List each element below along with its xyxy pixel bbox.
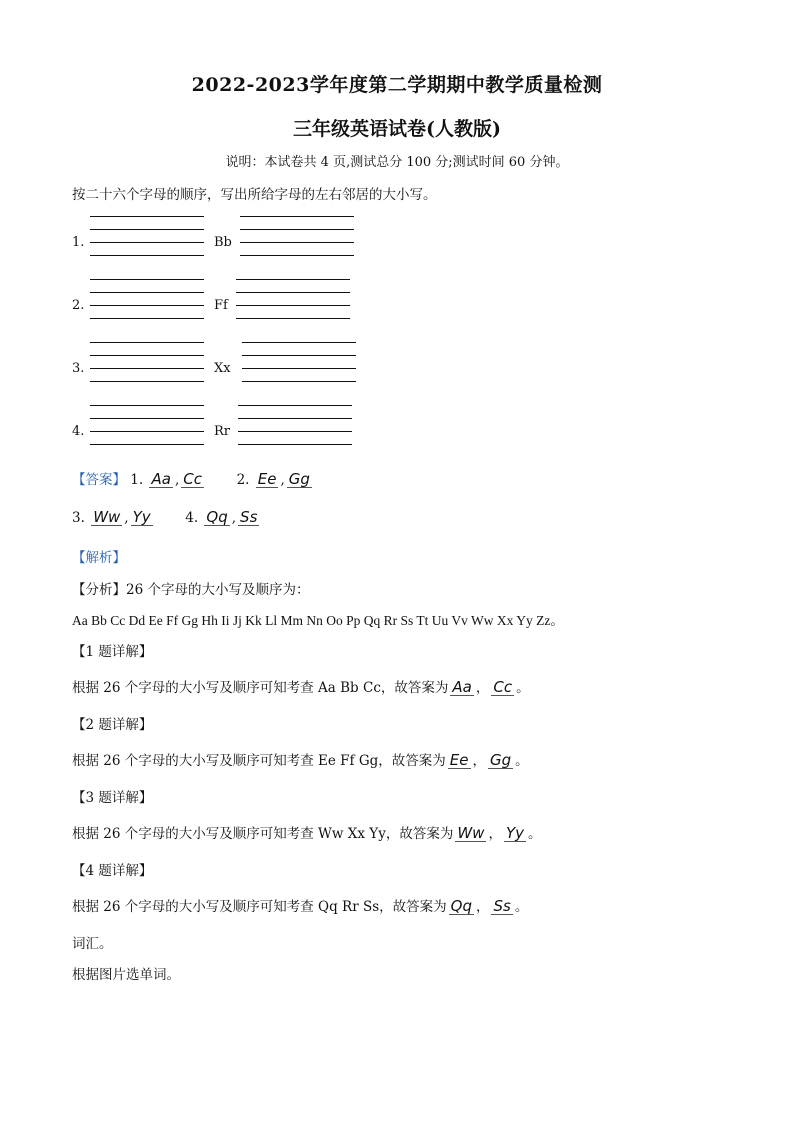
sentence-end: 。	[528, 826, 542, 842]
answer-row-2	[72, 509, 261, 526]
separator: ,	[280, 472, 285, 488]
writing-lines-left[interactable]	[90, 405, 204, 445]
analysis-label: 【解析】	[72, 550, 126, 566]
detail-heading-4: 【4 题详解】	[72, 863, 153, 879]
alphabet-sequence: Aa Bb Cc Dd Ee Ff Gg Hh Ii Jj Kk Ll Mm Nn Oo Pp Qq Rr Ss Tt Uu Vv Ww Xx Yy Zz。	[72, 613, 564, 628]
detail-heading-2: 【2 题详解】	[72, 717, 153, 733]
answer-letter: Ee	[449, 751, 469, 769]
answer-number: 1.	[130, 472, 144, 488]
instruction: 按二十六个字母的顺序，写出所给字母的左右邻居的大小写。	[72, 187, 437, 203]
detail-heading-1: 【1 题详解】	[72, 644, 153, 660]
exam-title: 2022-2023学年度第二学期期中教学质量检测	[191, 74, 603, 96]
answer-row-1	[72, 468, 314, 488]
question-number: 2.	[72, 298, 85, 313]
given-letter: Ff	[214, 298, 228, 313]
given-letter: Rr	[214, 424, 231, 439]
answer-letter: Ww	[93, 508, 121, 526]
separator: ,	[124, 510, 129, 526]
detail-text-4	[72, 895, 528, 915]
question-number: 4.	[72, 424, 85, 439]
exam-note: 说明：本试卷共 4 页,测试总分 100 分;测试时间 60 分钟。	[225, 155, 569, 170]
question-number: 3.	[72, 361, 85, 376]
writing-lines-right[interactable]	[242, 342, 356, 382]
analysis-summary: 【分析】26 个字母的大小写及顺序为：	[72, 582, 310, 598]
answer-letter: Ss	[493, 897, 511, 915]
vocab-task: 根据图片选单词。	[72, 967, 180, 983]
answer-letter: Qq	[206, 508, 228, 526]
question-3	[72, 342, 392, 402]
question-number: 1.	[72, 235, 85, 250]
answer-letter: Ww	[457, 824, 485, 842]
detail-text-1	[72, 676, 530, 696]
separator: ,	[231, 510, 237, 526]
answer-letter: Gg	[490, 751, 512, 769]
detail-sentence: 根据 26 个字母的大小写及顺序可知考查 Aa Bb Cc，故答案为	[72, 680, 449, 696]
sentence-end: 。	[516, 680, 530, 696]
writing-lines-left[interactable]	[90, 216, 204, 256]
detail-text-3	[72, 822, 542, 842]
writing-lines-right[interactable]	[236, 279, 350, 319]
answer-number: 3.	[72, 510, 85, 526]
answer-letter: Aa	[452, 678, 472, 696]
detail-sentence: 根据 26 个字母的大小写及顺序可知考查 Qq Rr Ss，故答案为	[72, 899, 447, 915]
vocab-section: 词汇。	[72, 936, 113, 952]
answer-letter: Cc	[493, 678, 513, 696]
detail-sentence: 根据 26 个字母的大小写及顺序可知考查 Ww Xx Yy，故答案为	[72, 826, 454, 842]
separator: ，	[488, 826, 502, 842]
answer-number: 2.	[236, 472, 250, 488]
answer-label: 【答案】	[72, 472, 126, 488]
separator: ，	[475, 899, 490, 915]
question-2	[72, 279, 392, 339]
detail-text-2	[72, 749, 529, 769]
writing-lines-right[interactable]	[240, 216, 354, 256]
answer-letter: Ee	[257, 470, 277, 488]
separator: ，	[472, 753, 486, 769]
separator: ,	[174, 472, 180, 488]
question-1	[72, 216, 392, 276]
answer-letter: Cc	[183, 470, 202, 488]
answer-letter: Yy	[132, 508, 151, 526]
answer-letter: Gg	[288, 470, 310, 488]
answer-letter: Yy	[505, 824, 524, 842]
given-letter: Bb	[214, 235, 232, 250]
detail-sentence: 根据 26 个字母的大小写及顺序可知考查 Ee Ff Gg，故答案为	[72, 753, 446, 769]
detail-heading-3: 【3 题详解】	[72, 790, 153, 806]
given-letter: Xx	[214, 361, 231, 376]
exam-subtitle: 三年级英语试卷(人教版)	[293, 118, 501, 140]
separator: ，	[475, 680, 490, 696]
writing-lines-left[interactable]	[90, 279, 204, 319]
sentence-end: 。	[515, 753, 529, 769]
answer-letter: Qq	[450, 897, 472, 915]
question-4	[72, 405, 392, 465]
answer-letter: Aa	[151, 470, 171, 488]
sentence-end: 。	[514, 899, 529, 915]
writing-lines-right[interactable]	[238, 405, 352, 445]
writing-lines-left[interactable]	[90, 342, 204, 382]
answer-number: 4.	[185, 510, 199, 526]
answer-letter: Ss	[240, 508, 258, 526]
